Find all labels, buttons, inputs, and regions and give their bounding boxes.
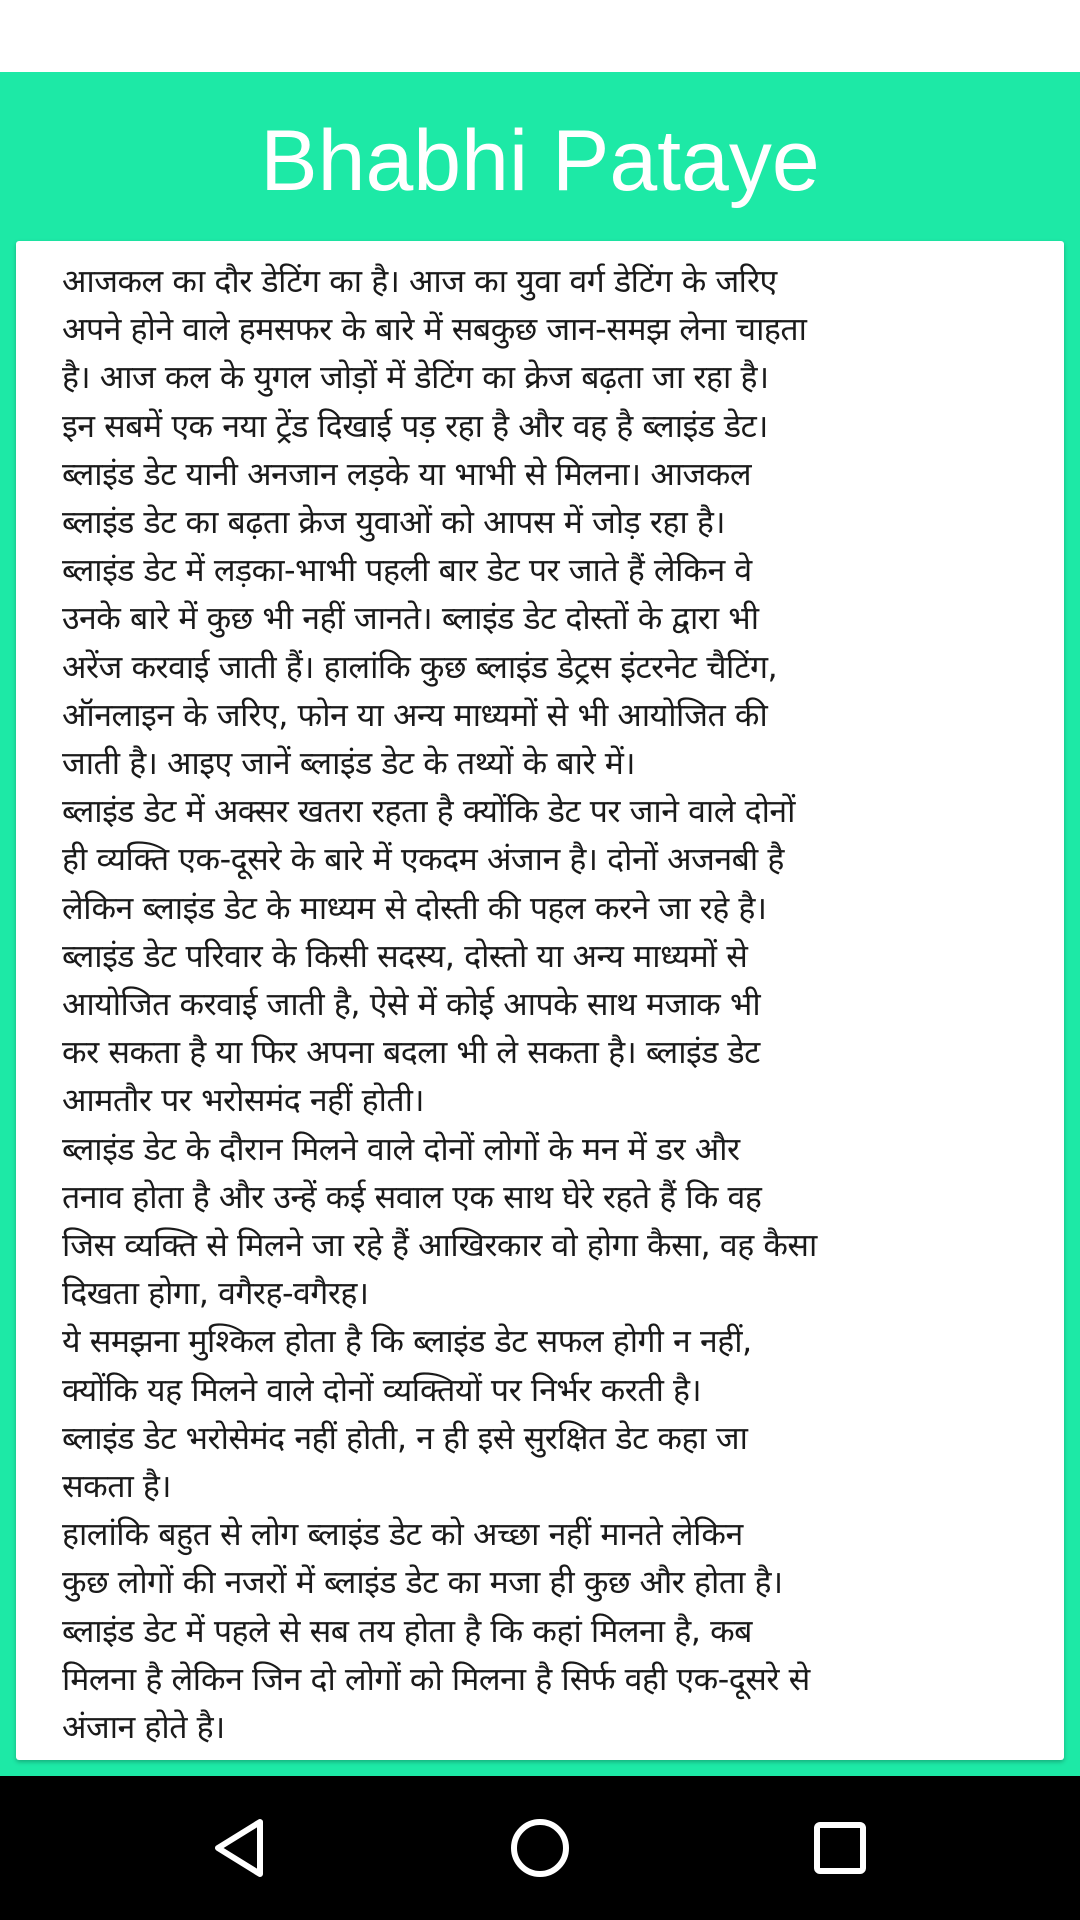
article-line: ऑनलाइन के जरिए, फोन या अन्य माध्यमों से भी आयोजित की — [62, 695, 768, 734]
article-line: आयोजित करवाई जाती है, ऐसे में कोई आपके साथ मजाक भी — [62, 985, 761, 1024]
article-line: उनके बारे में कुछ भी नहीं जानते। ब्लाइंड डेट दोस्तों के द्वारा भी — [62, 599, 759, 638]
article-line: ब्लाइंड डेट भरोसेमंद नहीं होती, न ही इसे सुरक्षित डेट कहा जा — [62, 1418, 748, 1457]
back-icon — [208, 1816, 272, 1880]
article-line: ब्लाइंड डेट में लड़का-भाभी पहली बार डेट पर जाते हैं लेकिन वे — [62, 551, 752, 590]
recents-icon — [808, 1816, 872, 1880]
article-line: अरेंज करवाई जाती हैं। हालांकि कुछ ब्लाइंड डेट्रस इंटरनेट चैटिंग, — [62, 647, 778, 686]
article-line: आमतौर पर भरोसमंद नहीं होती। — [62, 1081, 425, 1120]
article-line: दिखता होगा, वगैरह-वगैरह। — [62, 1274, 369, 1313]
article-line: ब्लाइंड डेट में अक्सर खतरा रहता है क्योंकि डेट पर जाने वाले दोनों — [62, 792, 795, 831]
article-line: हालांकि बहुत से लोग ब्लाइंड डेट को अच्छा नहीं मानते लेकिन — [62, 1515, 743, 1554]
recents-button[interactable] — [790, 1798, 890, 1898]
article-line: लेकिन ब्लाइंड डेट के माध्यम से दोस्ती की पहल करने जा रहे है। — [62, 888, 767, 927]
article-line: क्योंकि यह मिलने वाले दोनों व्यक्तियों पर निर्भर करती है। — [62, 1370, 702, 1409]
back-button[interactable] — [190, 1798, 290, 1898]
article-line: ब्लाइंड डेट यानी अनजान लड़के या भाभी से मिलना। आजकल — [62, 454, 752, 493]
article-line: अंजान होते है। — [62, 1708, 225, 1747]
article-line: इन सबमें एक नया ट्रेंड दिखाई पड़ रहा है और वह है ब्लाइंड डेट। — [62, 406, 768, 445]
article-line: कुछ लोगों की नजरों में ब्लाइंड डेट का मजा ही कुछ और होता है। — [62, 1563, 783, 1602]
page-title: Bhabhi Pataye — [260, 113, 820, 209]
navigation-bar — [0, 1776, 1080, 1920]
article-line: सकता है। — [62, 1467, 172, 1506]
article-line: कर सकता है या फिर अपना बदला भी ले सकता है। ब्लाइंड डेट — [62, 1033, 760, 1072]
article-line: ब्लाइंड डेट में पहले से सब तय होता है कि कहां मिलना है, कब — [62, 1611, 752, 1650]
article-line: जिस व्यक्ति से मिलने जा रहे हैं आखिरकार वो होगा कैसा, वह कैसा — [62, 1226, 817, 1265]
home-button[interactable] — [490, 1798, 590, 1898]
article-line: तनाव होता है और उन्हें कई सवाल एक साथ घेरे रहते हैं कि वह — [62, 1177, 762, 1216]
article-body — [62, 257, 1018, 1751]
article-line: ही व्यक्ति एक-दूसरे के बारे में एकदम अंजान है। दोनों अजनबी है — [62, 840, 784, 879]
article-line: मिलना है लेकिन जिन दो लोगों को मिलना है सिर्फ वही एक-दूसरे से — [62, 1659, 810, 1698]
article-line: आजकल का दौर डेटिंग का है। आज का युवा वर्ग डेटिंग के जरिए — [62, 262, 777, 300]
article-line: जाती है। आइए जानें ब्लाइंड डेट के तथ्यों के बारे में। — [62, 744, 635, 783]
home-icon — [508, 1816, 572, 1880]
article-line: ब्लाइंड डेट परिवार के किसी सदस्य, दोस्तो या अन्य माध्यमों से — [62, 936, 748, 975]
article-line: ये समझना मुश्किल होता है कि ब्लाइंड डेट सफल होगी न नहीं, — [62, 1322, 752, 1361]
article-card[interactable] — [16, 241, 1064, 1760]
article-line: अपने होने वाले हमसफर के बारे में सबकुछ जान-समझ लेना चाहता — [62, 310, 807, 349]
article-line: ब्लाइंड डेट के दौरान मिलने वाले दोनों लोगों के मन में डर और — [62, 1129, 740, 1168]
article-line: ब्लाइंड डेट का बढ़ता क्रेज युवाओं को आपस में जोड़ रहा है। — [62, 503, 726, 542]
status-bar — [0, 0, 1080, 72]
article-line: है। आज कल के युगल जोड़ों में डेटिंग का क्रेज बढ़ता जा रहा है। — [62, 358, 769, 397]
